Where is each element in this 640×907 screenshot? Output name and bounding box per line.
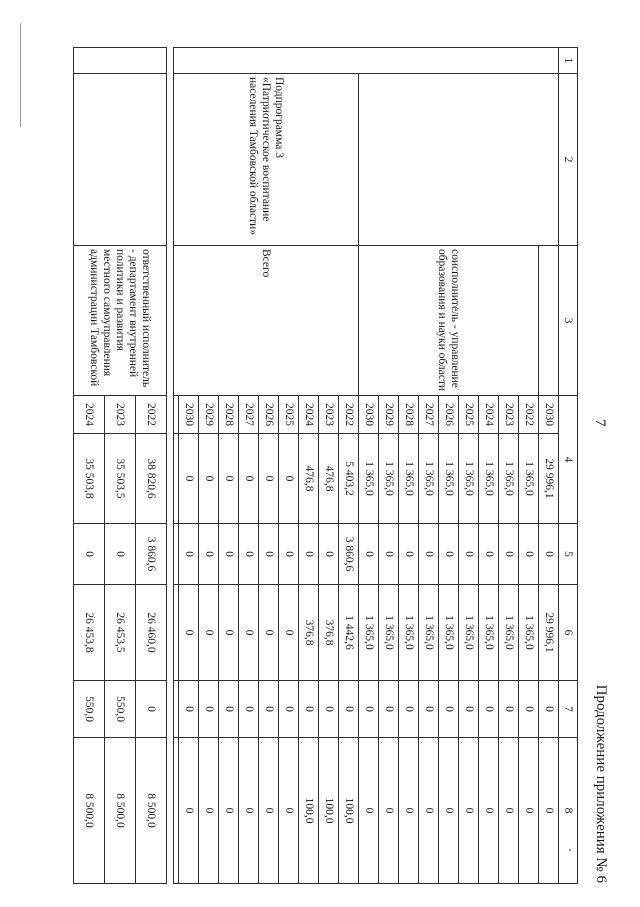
- scan-artifact-line: [20, 23, 21, 127]
- cell-value: 0: [199, 681, 219, 738]
- cell-value: 0: [279, 681, 299, 738]
- cell-value: 35 503,8: [74, 434, 105, 524]
- cell-value: 0: [219, 434, 239, 524]
- cell-value: 1 365,0: [399, 585, 419, 681]
- column-number: 8: [559, 738, 578, 884]
- cell-value: 0: [499, 524, 519, 585]
- cell-value: 0: [479, 738, 499, 884]
- cell-value: 0: [479, 524, 499, 585]
- cell-year: 2023: [105, 396, 136, 434]
- cell-value: 0: [239, 585, 259, 681]
- cell-value: 0: [479, 681, 499, 738]
- cell-value: 0: [199, 524, 219, 585]
- cell-value: 0: [179, 681, 199, 738]
- cell-value: 1 365,0: [359, 585, 379, 681]
- cell-value: 0: [419, 738, 439, 884]
- cell-value: 0: [519, 738, 539, 884]
- cell-value: 0: [519, 681, 539, 738]
- cell-year: 2023: [319, 396, 339, 434]
- cell-value: 0: [179, 738, 199, 884]
- cell-value: 0: [259, 524, 279, 585]
- cell-value: 1 365,0: [379, 585, 399, 681]
- cell-value: 0: [259, 681, 279, 738]
- cell-year: 2026: [259, 396, 279, 434]
- table-separator: [167, 48, 174, 884]
- cell-year: 2030: [179, 396, 199, 434]
- cell-year: 2029: [379, 396, 399, 434]
- cell-year: 2022: [339, 396, 359, 434]
- cell-year: 2022: [519, 396, 539, 434]
- cell-value: 0: [539, 681, 559, 738]
- cell-value: 8 500,0: [74, 738, 105, 884]
- cell-value: 0: [179, 434, 199, 524]
- cell-value: 26 460,0: [136, 585, 167, 681]
- cell-value: 0: [239, 434, 259, 524]
- page-header: Продолжение приложения № 6: [593, 684, 609, 883]
- cell-value: 0: [259, 585, 279, 681]
- cell-year: 2024: [299, 396, 319, 434]
- cell-value: 0: [339, 681, 359, 738]
- cell-value: 1 365,0: [459, 434, 479, 524]
- cell-value: 0: [459, 681, 479, 738]
- cell-value: 550,0: [74, 681, 105, 738]
- cell-value: 1 365,0: [419, 585, 439, 681]
- budget-table: [73, 47, 578, 884]
- subprogram-code: Подпрограмма 3: [273, 77, 286, 159]
- cell-value: 0: [439, 524, 459, 585]
- column-number: 5: [559, 524, 578, 585]
- cell-value: 376,8: [319, 585, 339, 681]
- cell-value: 476,8: [299, 434, 319, 524]
- cell-value: 0: [219, 524, 239, 585]
- cell-value: 0: [279, 585, 299, 681]
- cell-value: 0: [319, 681, 339, 738]
- cell-value: 0: [499, 738, 519, 884]
- table-row: [136, 48, 167, 884]
- cell-value: 0: [399, 738, 419, 884]
- cell-empty: [174, 681, 179, 738]
- cell-value: 1 365,0: [379, 434, 399, 524]
- cell-value: 26 453,8: [74, 585, 105, 681]
- cell-value: 476,8: [319, 434, 339, 524]
- cell-value: 0: [519, 524, 539, 585]
- cell-year: 2023: [499, 396, 519, 434]
- cell-empty: [74, 48, 167, 74]
- cell-year: 2027: [239, 396, 259, 434]
- cell-value: 38 820,6: [136, 434, 167, 524]
- cell-value: 100,0: [339, 738, 359, 884]
- cell-value: 1 365,0: [399, 434, 419, 524]
- cell-value: 1 365,0: [419, 434, 439, 524]
- cell-value: 100,0: [299, 738, 319, 884]
- cell-value: 0: [359, 681, 379, 738]
- cell-value: 0: [219, 585, 239, 681]
- cell-value: 376,8: [299, 585, 319, 681]
- cell-value: 0: [179, 585, 199, 681]
- cell-value: 0: [299, 681, 319, 738]
- table-row: [339, 48, 359, 884]
- cell-value: 1 365,0: [439, 585, 459, 681]
- cell-value: 0: [539, 738, 559, 884]
- subprogram-name: [174, 74, 359, 246]
- cell-value: 1 365,0: [519, 585, 539, 681]
- cell-value: 5 403,2: [339, 434, 359, 524]
- cell-value: 1 365,0: [499, 585, 519, 681]
- cell-year: 2030: [359, 396, 379, 434]
- cell-year: 2022: [136, 396, 167, 434]
- cell-year: 2024: [74, 396, 105, 434]
- cell-year: 2029: [199, 396, 219, 434]
- cell-empty: [174, 585, 179, 681]
- column-number: 2: [559, 74, 578, 246]
- column-number: 7: [559, 681, 578, 738]
- cell-empty: [174, 738, 179, 884]
- cell-value: 1 365,0: [479, 434, 499, 524]
- cell-value: 1 365,0: [359, 434, 379, 524]
- cell-empty: [174, 434, 179, 524]
- cell-value: 0: [359, 524, 379, 585]
- cell-value: 0: [239, 738, 259, 884]
- cell-value: 0: [399, 524, 419, 585]
- cell-value: 0: [439, 738, 459, 884]
- cell-value: 0: [459, 738, 479, 884]
- cell-value: 0: [136, 681, 167, 738]
- cell-value: 1 365,0: [459, 585, 479, 681]
- cell-value: 3 860,6: [339, 524, 359, 585]
- cell-empty: [359, 74, 559, 246]
- cell-empty: [174, 524, 179, 585]
- column-number: 3: [559, 246, 578, 396]
- cell-year: 2028: [399, 396, 419, 434]
- cell-value: 3 860,6: [136, 524, 167, 585]
- cell-value: 0: [279, 434, 299, 524]
- cell-value: 8 500,0: [136, 738, 167, 884]
- cell-empty: [174, 396, 179, 434]
- cell-value: 1 365,0: [439, 434, 459, 524]
- cell-value: 0: [239, 681, 259, 738]
- executor-cell: соисполнитель - управление образования и науки области: [359, 246, 539, 396]
- subprogram-title: «Патриотическое воспитание населения Тамбовской области»: [247, 77, 273, 236]
- column-number: 6: [559, 585, 578, 681]
- cell-value: 0: [279, 524, 299, 585]
- cell-value: 35 503,5: [105, 434, 136, 524]
- table-row: [539, 48, 559, 884]
- cell-value: 0: [179, 524, 199, 585]
- cell-year: 2026: [439, 396, 459, 434]
- cell-value: 0: [199, 738, 219, 884]
- cell-value: 0: [539, 524, 559, 585]
- cell-value: 0: [439, 681, 459, 738]
- cell-value: 550,0: [105, 681, 136, 738]
- cell-year: 2030: [539, 396, 559, 434]
- cell-empty: [74, 74, 167, 246]
- rotated-page: [1, 17, 609, 907]
- cell-value: 8 500,0: [105, 738, 136, 884]
- total-label: Всего: [174, 246, 359, 396]
- cell-value: 1 365,0: [499, 434, 519, 524]
- cell-value: 0: [319, 524, 339, 585]
- column-number-row: [559, 48, 578, 884]
- executor-cell: ответственный исполнитель - департамент внутренней политики и развития местного самоуправления администрации Тамбовской: [74, 246, 167, 396]
- cell-value: 0: [299, 524, 319, 585]
- cell-value: 0: [459, 524, 479, 585]
- cell-value: 0: [379, 738, 399, 884]
- cell-value: 0: [359, 738, 379, 884]
- cell-value: 0: [259, 434, 279, 524]
- cell-empty: [167, 48, 174, 884]
- cell-empty: [539, 246, 559, 396]
- cell-value: 0: [259, 738, 279, 884]
- cell-value: 1 442,6: [339, 585, 359, 681]
- cell-value: 26 453,5: [105, 585, 136, 681]
- cell-value: 1 365,0: [479, 585, 499, 681]
- cell-value: 0: [74, 524, 105, 585]
- cell-year: 2027: [419, 396, 439, 434]
- cell-value: 29 996,1: [539, 434, 559, 524]
- column-number: 1: [559, 48, 578, 74]
- page-number: 7: [592, 419, 608, 427]
- cell-value: 0: [499, 681, 519, 738]
- cell-value: 0: [199, 434, 219, 524]
- cell-value: 0: [379, 524, 399, 585]
- cell-year: 2025: [459, 396, 479, 434]
- cell-value: 0: [199, 585, 219, 681]
- cell-value: 0: [419, 681, 439, 738]
- cell-value: 0: [219, 681, 239, 738]
- cell-value: 1 365,0: [519, 434, 539, 524]
- cell-value: 0: [419, 524, 439, 585]
- cell-value: 0: [399, 681, 419, 738]
- cell-year: 2024: [479, 396, 499, 434]
- cell-value: 100,0: [319, 738, 339, 884]
- column-number: 4: [559, 396, 578, 524]
- cell-value: 0: [379, 681, 399, 738]
- cell-value: 29 996,1: [539, 585, 559, 681]
- cell-value: 0: [105, 524, 136, 585]
- cell-value: 0: [279, 738, 299, 884]
- cell-value: 0: [219, 738, 239, 884]
- cell-year: 2028: [219, 396, 239, 434]
- cell-year: 2025: [279, 396, 299, 434]
- cell-value: 0: [239, 524, 259, 585]
- cell-empty: [174, 48, 559, 74]
